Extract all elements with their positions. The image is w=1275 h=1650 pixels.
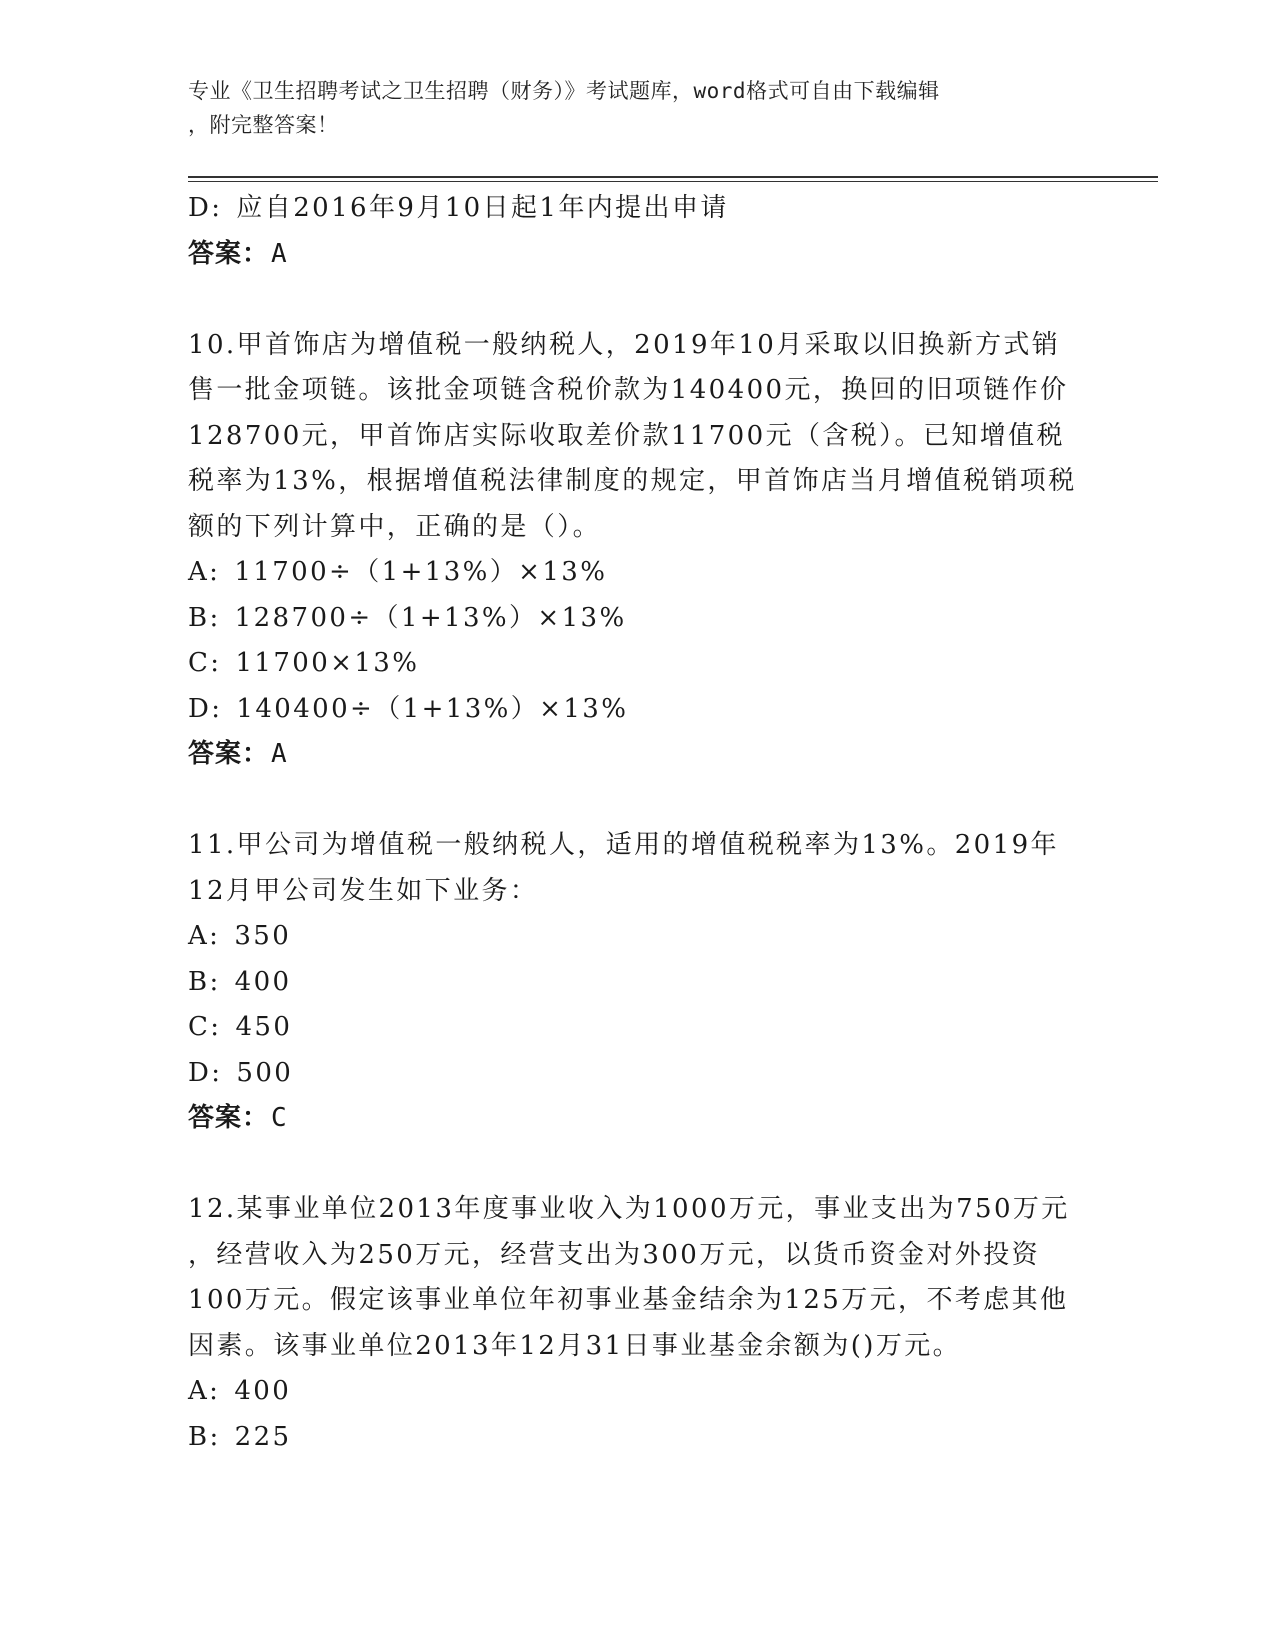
option-text: 11700×13% [235,648,420,678]
header-divider-thick [188,176,1158,178]
answer-value: A [271,238,288,269]
option-text: 450 [235,1012,293,1042]
header-line-1: 专业《卫生招聘考试之卫生招聘（财务）》考试题库，word格式可自由下载编辑 [188,79,940,103]
option-b [188,960,1088,1006]
option-letter: B: [188,966,221,997]
question-stem-line: 因素。该事业单位2013年12月31日事业基金余额为()万元。 [188,1330,962,1361]
option-letter: D: [188,693,223,724]
option-text: 350 [234,921,292,951]
question-11 [188,823,1088,1142]
option-letter: C: [188,1012,222,1042]
question-12 [188,1187,1088,1460]
question-10 [188,323,1088,778]
option-text: 128700÷（1+13%）×13% [234,602,627,633]
option-letter: A: [188,921,221,951]
answer-label: 答案： [188,739,270,769]
answer-label: 答案： [188,1103,270,1133]
question-stem-line: 12.某事业单位2013年度事业收入为1000万元，事业支出为750万元 [188,1194,1070,1224]
option-d [188,1051,1088,1097]
option-a [188,1369,1088,1415]
option-letter: A: [188,1376,221,1406]
option-letter: D: [188,1057,223,1088]
header-line-2: ，附完整答案！ [188,113,339,137]
answer-label: 答案： [188,238,270,269]
option-letter: A: [188,557,221,587]
header-note [188,74,1088,142]
option-d [188,687,1088,733]
answer-value: C [271,1103,288,1133]
option-letter: B: [188,602,221,633]
option-letter: D: [188,193,223,223]
option-a [188,550,1088,596]
option-text: 应自2016年9月10日起1年内提出申请 [236,193,729,223]
answer-value: A [271,739,288,769]
option-a [188,914,1088,960]
question-stem-line: 12月甲公司发生如下业务： [188,875,539,906]
question-stem-line: 11.甲公司为增值税一般纳税人，适用的增值税税率为13%。2019年 [188,830,1059,860]
answer-line [188,232,1088,278]
option-b [188,596,1088,642]
option-letter: C: [188,648,222,678]
answer-line [188,732,1088,778]
option-c [188,1005,1088,1051]
option-text: 11700÷（1+13%）×13% [234,557,608,587]
option-text: 140400÷（1+13%）×13% [236,693,629,724]
header-divider-thin [188,181,1158,182]
question-stem-line: 额的下列计算中，正确的是（）。 [188,511,602,542]
option-text: 400 [234,1376,292,1406]
option-b [188,1415,1088,1461]
spacer [188,1142,1088,1188]
question-content [188,186,1088,1460]
spacer [188,277,1088,323]
option-c [188,641,1088,687]
option-d [188,186,1088,232]
question-stem-line: 10.甲首饰店为增值税一般纳税人，2019年10月采取以旧换新方式销 [188,329,1061,360]
option-letter: B: [188,1421,221,1452]
answer-line [188,1096,1088,1142]
question-stem-line: 售一批金项链。该批金项链含税价款为140400元，换回的旧项链作价 [188,375,1069,405]
question-stem-line: ，经营收入为250万元，经营支出为300万元，以货币资金对外投资 [188,1239,1041,1270]
question-stem-line: 128700元，甲首饰店实际收取差价款11700元（含税）。已知增值税 [188,420,1065,451]
spacer [188,778,1088,824]
option-text: 225 [234,1421,292,1452]
option-text: 400 [234,966,292,997]
question-stem-line: 税率为13%，根据增值税法律制度的规定，甲首饰店当月增值税销项税 [188,466,1077,496]
option-text: 500 [236,1057,294,1088]
question-stem-line: 100万元。假定该事业单位年初事业基金结余为125万元，不考虑其他 [188,1285,1069,1315]
